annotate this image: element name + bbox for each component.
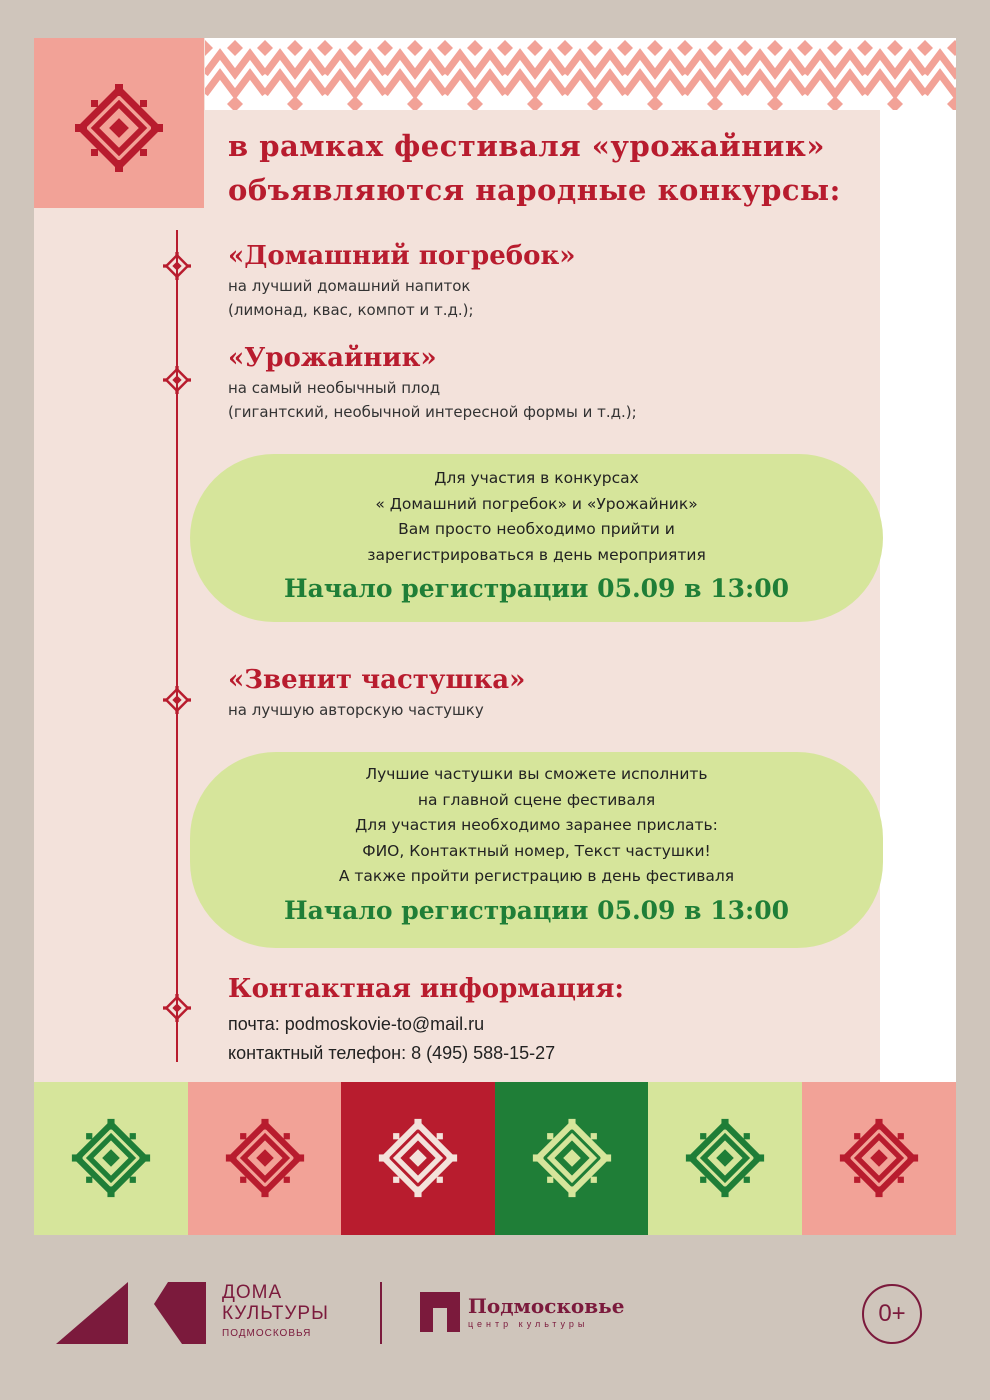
ornament-tile — [495, 1082, 649, 1235]
ornament-tile — [802, 1082, 956, 1235]
doma-kultury-logo-icon — [56, 1282, 206, 1346]
info-line: Лучшие частушки вы сможете исполнить — [365, 765, 708, 783]
ornament-bullet-icon — [163, 366, 191, 394]
footer-divider — [380, 1282, 382, 1344]
slavic-ornament-icon — [225, 1118, 305, 1198]
top-ornament-band — [205, 38, 956, 110]
slavic-ornament-icon — [839, 1118, 919, 1198]
registration-start: Начало регистрации 05.09 в 13:00 — [283, 895, 790, 925]
contest-desc-line: на лучшую авторскую частушку — [228, 701, 484, 719]
info-box-chastushka — [190, 752, 883, 948]
slavic-ornament-icon — [74, 83, 164, 173]
right-white-strip — [880, 110, 956, 1082]
contact-title: Контактная информация: — [228, 974, 625, 1004]
podmoskovie-subtitle: центр культуры — [468, 1319, 589, 1329]
contest-desc-line: (лимонад, квас, компот и т.д.); — [228, 301, 474, 319]
doma-line-1: ДОМА — [222, 1282, 283, 1303]
registration-start: Начало регистрации 05.09 в 13:00 — [283, 574, 790, 603]
ornament-tile — [648, 1082, 802, 1235]
contest-title-urozhainik: «Урожайник» — [228, 343, 437, 373]
zigzag-ornament-icon — [205, 38, 956, 110]
ornament-tile — [341, 1082, 495, 1235]
timeline-line — [176, 230, 178, 1062]
ornament-tile — [34, 1082, 188, 1235]
doma-kultury-logo — [222, 1282, 329, 1342]
podmoskovie-logo — [468, 1294, 624, 1330]
ornament-bullet-icon — [163, 994, 191, 1022]
ornament-bullet-icon — [163, 686, 191, 714]
info-line: на главной сцене фестиваля — [417, 790, 656, 809]
contest-desc-line: на лучший домашний напиток — [228, 277, 471, 295]
ornament-bullet-icon — [163, 252, 191, 280]
contact-email[interactable]: почта: podmoskovie-to@mail.ru — [228, 1014, 485, 1034]
info-line: Вам просто необходимо прийти и — [398, 520, 675, 538]
contact-phone[interactable]: контактный телефон: 8 (495) 588-15-27 — [228, 1043, 556, 1063]
doma-line-3: ПОДМОСКОВЬЯ — [222, 1328, 312, 1339]
slavic-ornament-icon — [378, 1118, 458, 1198]
doma-line-2: КУЛЬТУРЫ — [222, 1303, 329, 1324]
podmoskovie-title: Подмосковье — [468, 1294, 625, 1318]
info-box-registration — [190, 454, 883, 622]
contest-desc-line: на самый необычный плод — [228, 379, 441, 397]
headline-line-1: в рамках фестиваля «урожайник» — [228, 129, 825, 163]
corner-ornament-tile — [34, 38, 204, 208]
info-line: зарегистрироваться в день мероприятия — [367, 545, 706, 564]
podmoskovie-gate-icon — [420, 1292, 460, 1332]
contest-title-chastushka: «Звенит частушка» — [228, 665, 526, 695]
headline — [228, 124, 868, 212]
age-rating-badge: 0+ — [862, 1284, 922, 1344]
info-line: Для участия в конкурсах — [434, 469, 639, 487]
info-line: Для участия необходимо заранее прислать: — [355, 816, 718, 834]
headline-line-2: объявляются народные конкурсы: — [228, 173, 841, 207]
info-line: ФИО, Контактный номер, Текст частушки! — [362, 841, 711, 860]
slavic-ornament-icon — [532, 1118, 612, 1198]
info-line: « Домашний погребок» и «Урожайник» — [375, 494, 698, 513]
ornament-tile — [188, 1082, 342, 1235]
slavic-ornament-icon — [71, 1118, 151, 1198]
slavic-ornament-icon — [685, 1118, 765, 1198]
contest-title-pogrebok: «Домашний погребок» — [228, 241, 576, 271]
contest-desc-line: (гигантский, необычной интересной формы и т.д.); — [228, 403, 637, 421]
ornament-tile-row — [34, 1082, 956, 1235]
info-line: А также пройти регистрацию в день фестиваля — [338, 867, 735, 885]
